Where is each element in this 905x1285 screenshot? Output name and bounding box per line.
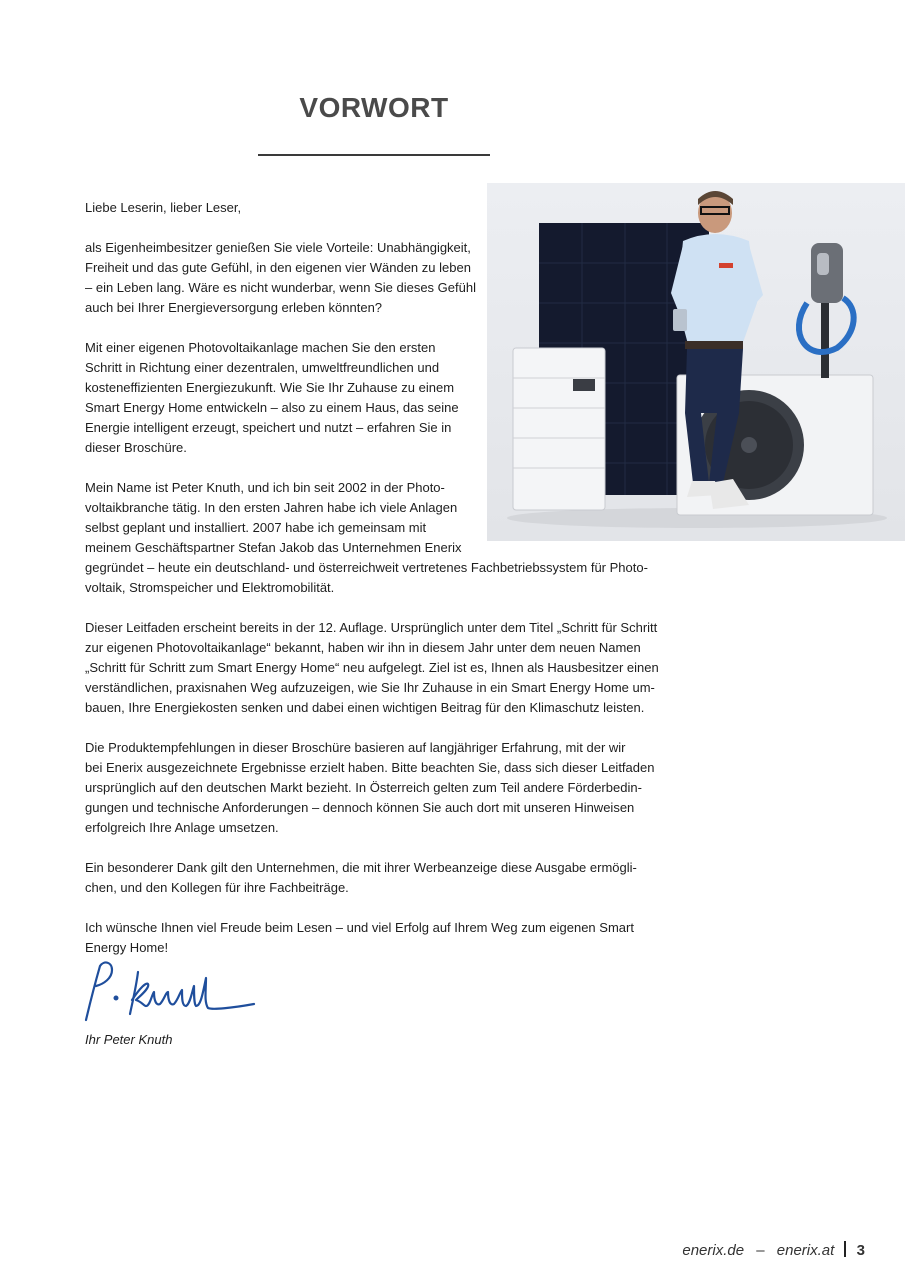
text-line: „Schritt für Schritt zum Smart Energy Home“ neu aufgelegt. Ziel ist es, Ihnen als Hausbesitzer einen bbox=[85, 660, 659, 675]
page-footer bbox=[682, 1241, 865, 1259]
text-line: – ein Leben lang. Wäre es nicht wunderbar, wenn Sie dieses Gefühl bbox=[85, 280, 476, 295]
text-line: gegründet – heute ein deutschland- und österreichweit vertretenes Fachbetriebssystem für Photo- bbox=[85, 560, 648, 575]
footer-separator: – bbox=[756, 1242, 765, 1259]
greeting-line: Liebe Leserin, lieber Leser, bbox=[85, 200, 242, 215]
text-line: selbst geplant und installiert. 2007 habe ich gemeinsam mit bbox=[85, 520, 427, 535]
text-line: voltaik, Stromspeicher und Elektromobilität. bbox=[85, 580, 335, 595]
text-line: Die Produktempfehlungen in dieser Broschüre basieren auf langjähriger Erfahrung, mit der wir bbox=[85, 740, 626, 755]
foreword-body bbox=[85, 198, 659, 978]
text-line: Mein Name ist Peter Knuth, und ich bin seit 2002 in der Photo- bbox=[85, 480, 445, 495]
text-line: als Eigenheimbesitzer genießen Sie viele Vorteile: Unabhängigkeit, bbox=[85, 240, 471, 255]
text-line: Energie intelligent erzeugt, speichert und nutzt – erfahren Sie in bbox=[85, 420, 452, 435]
text-line: Freiheit und das gute Gefühl, in den eigenen vier Wänden zu leben bbox=[85, 260, 471, 275]
text-line: Smart Energy Home entwickeln – also zu einem Haus, das seine bbox=[85, 400, 459, 415]
text-line: bei Enerix ausgezeichnete Ergebnisse erzielt haben. Bitte beachten Sie, dass sich dieser Leitfaden bbox=[85, 760, 655, 775]
signature-name: Ihr Peter Knuth bbox=[85, 1032, 173, 1047]
text-line: auch bei Ihrer Energieversorgung erleben könnten? bbox=[85, 300, 383, 315]
paragraph-7 bbox=[85, 918, 655, 958]
text-line: kosteneffizienten Energiezukunft. Wie Sie Ihr Zuhause zu einem bbox=[85, 380, 455, 395]
title-underline bbox=[258, 154, 490, 156]
text-line: chen, und den Kollegen für ihre Fachbeiträge. bbox=[85, 880, 349, 895]
text-line: verständlichen, praxisnahen Weg aufzuzeigen, wie Sie Ihr Zuhause in ein Smart Energy Home um- bbox=[85, 680, 655, 695]
text-line: zur eigenen Photovoltaikanlage“ bekannt, haben wir ihn in diesem Jahr unter dem neuen Namen bbox=[85, 640, 641, 655]
text-line: Energy Home! bbox=[85, 940, 169, 955]
text-line: meinem Geschäftspartner Stefan Jakob das Unternehmen Enerix bbox=[85, 540, 462, 555]
signature-image bbox=[82, 958, 262, 1028]
text-line: Ich wünsche Ihnen viel Freude beim Lesen – und viel Erfolg auf Ihrem Weg zum eigenen Smart bbox=[85, 920, 634, 935]
text-line: Schritt in Richtung einer dezentralen, umweltfreundlichen und bbox=[85, 360, 440, 375]
page-title: VORWORT bbox=[299, 92, 449, 123]
page-number-divider bbox=[844, 1241, 846, 1257]
text-line: Mit einer eigenen Photovoltaikanlage machen Sie den ersten bbox=[85, 340, 436, 355]
text-line: Dieser Leitfaden erscheint bereits in der 12. Auflage. Ursprünglich unter dem Titel „Schritt für Schritt bbox=[85, 620, 658, 635]
paragraph-6 bbox=[85, 858, 655, 898]
paragraph-4 bbox=[85, 618, 659, 718]
text-line: erfolgreich Ihre Anlage umsetzen. bbox=[85, 820, 279, 835]
text-line: dieser Broschüre. bbox=[85, 440, 187, 455]
text-line: ursprünglich auf den deutschen Markt bezieht. In Österreich gelten zum Teil andere Förderbedin- bbox=[85, 780, 642, 795]
greeting bbox=[85, 198, 655, 218]
text-line: bauen, Ihre Energiekosten senken und dabei einen wichtigen Beitrag für den Klimaschutz leisten. bbox=[85, 700, 645, 715]
footer-link-de[interactable]: enerix.de bbox=[682, 1242, 745, 1259]
paragraph-5 bbox=[85, 738, 655, 838]
paragraph-3 bbox=[85, 478, 655, 598]
paragraph-1 bbox=[85, 238, 655, 318]
paragraph-2 bbox=[85, 338, 655, 458]
text-line: Ein besonderer Dank gilt den Unternehmen, die mit ihrer Werbeanzeige diese Ausgabe ermögli- bbox=[85, 860, 637, 875]
text-line: voltaikbranche tätig. In den ersten Jahren habe ich viele Anlagen bbox=[85, 500, 458, 515]
text-line: gungen und technische Anforderungen – dennoch können Sie auch dort mit unseren Hinweisen bbox=[85, 800, 635, 815]
page-number: 3 bbox=[856, 1242, 865, 1259]
footer-link-at[interactable]: enerix.at bbox=[776, 1242, 835, 1259]
